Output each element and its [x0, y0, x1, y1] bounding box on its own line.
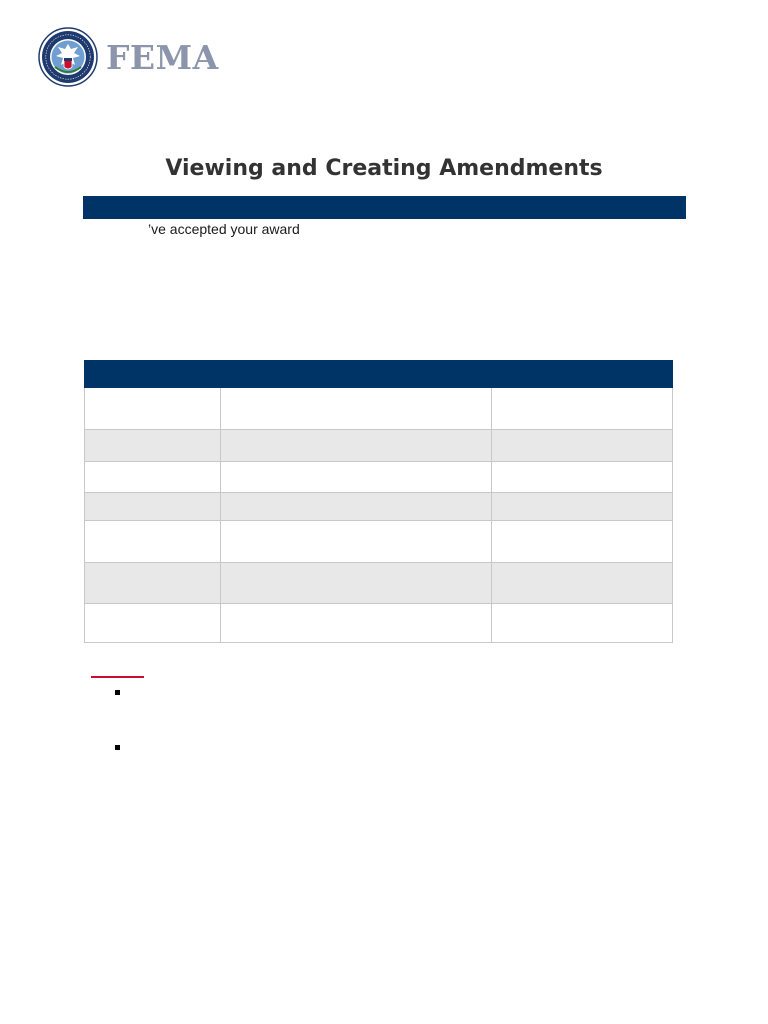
table-cell [491, 388, 672, 430]
table-row [85, 493, 673, 521]
table-cell [85, 430, 221, 462]
table-header-cell [85, 361, 221, 388]
table-cell [221, 563, 491, 604]
table-cell [491, 563, 672, 604]
table-cell [85, 388, 221, 430]
list-item [112, 684, 672, 739]
table-cell [491, 493, 672, 521]
table-row [85, 604, 673, 643]
dhs-seal-icon [38, 27, 98, 87]
table-cell [221, 462, 491, 493]
table-cell [491, 521, 672, 563]
intro-text: ’ve accepted your award [148, 221, 300, 237]
table-row [85, 388, 673, 430]
table-cell [491, 604, 672, 643]
table-cell [221, 388, 491, 430]
amendments-table [84, 360, 673, 643]
table-row [85, 430, 673, 462]
table-row [85, 521, 673, 563]
table-cell [85, 493, 221, 521]
table-cell [491, 462, 672, 493]
table-cell [221, 604, 491, 643]
page-title: Viewing and Creating Amendments [165, 156, 603, 181]
table-cell [85, 521, 221, 563]
fema-wordmark: FEMA [106, 37, 219, 77]
table-cell [491, 430, 672, 462]
bullet-icon [115, 690, 120, 695]
table-header-cell [491, 361, 672, 388]
table-cell [85, 563, 221, 604]
table-header-cell [221, 361, 491, 388]
table-row [85, 462, 673, 493]
title-banner [83, 196, 686, 219]
fema-logo [38, 26, 219, 88]
table-cell [221, 430, 491, 462]
table-cell [221, 521, 491, 563]
bullet-icon [115, 745, 120, 750]
table-cell [85, 462, 221, 493]
table-cell [221, 493, 491, 521]
table-header-row [85, 361, 673, 388]
section-divider [91, 676, 144, 678]
notes-list [112, 684, 672, 794]
list-item [112, 739, 672, 794]
table-cell [85, 604, 221, 643]
table-row [85, 563, 673, 604]
